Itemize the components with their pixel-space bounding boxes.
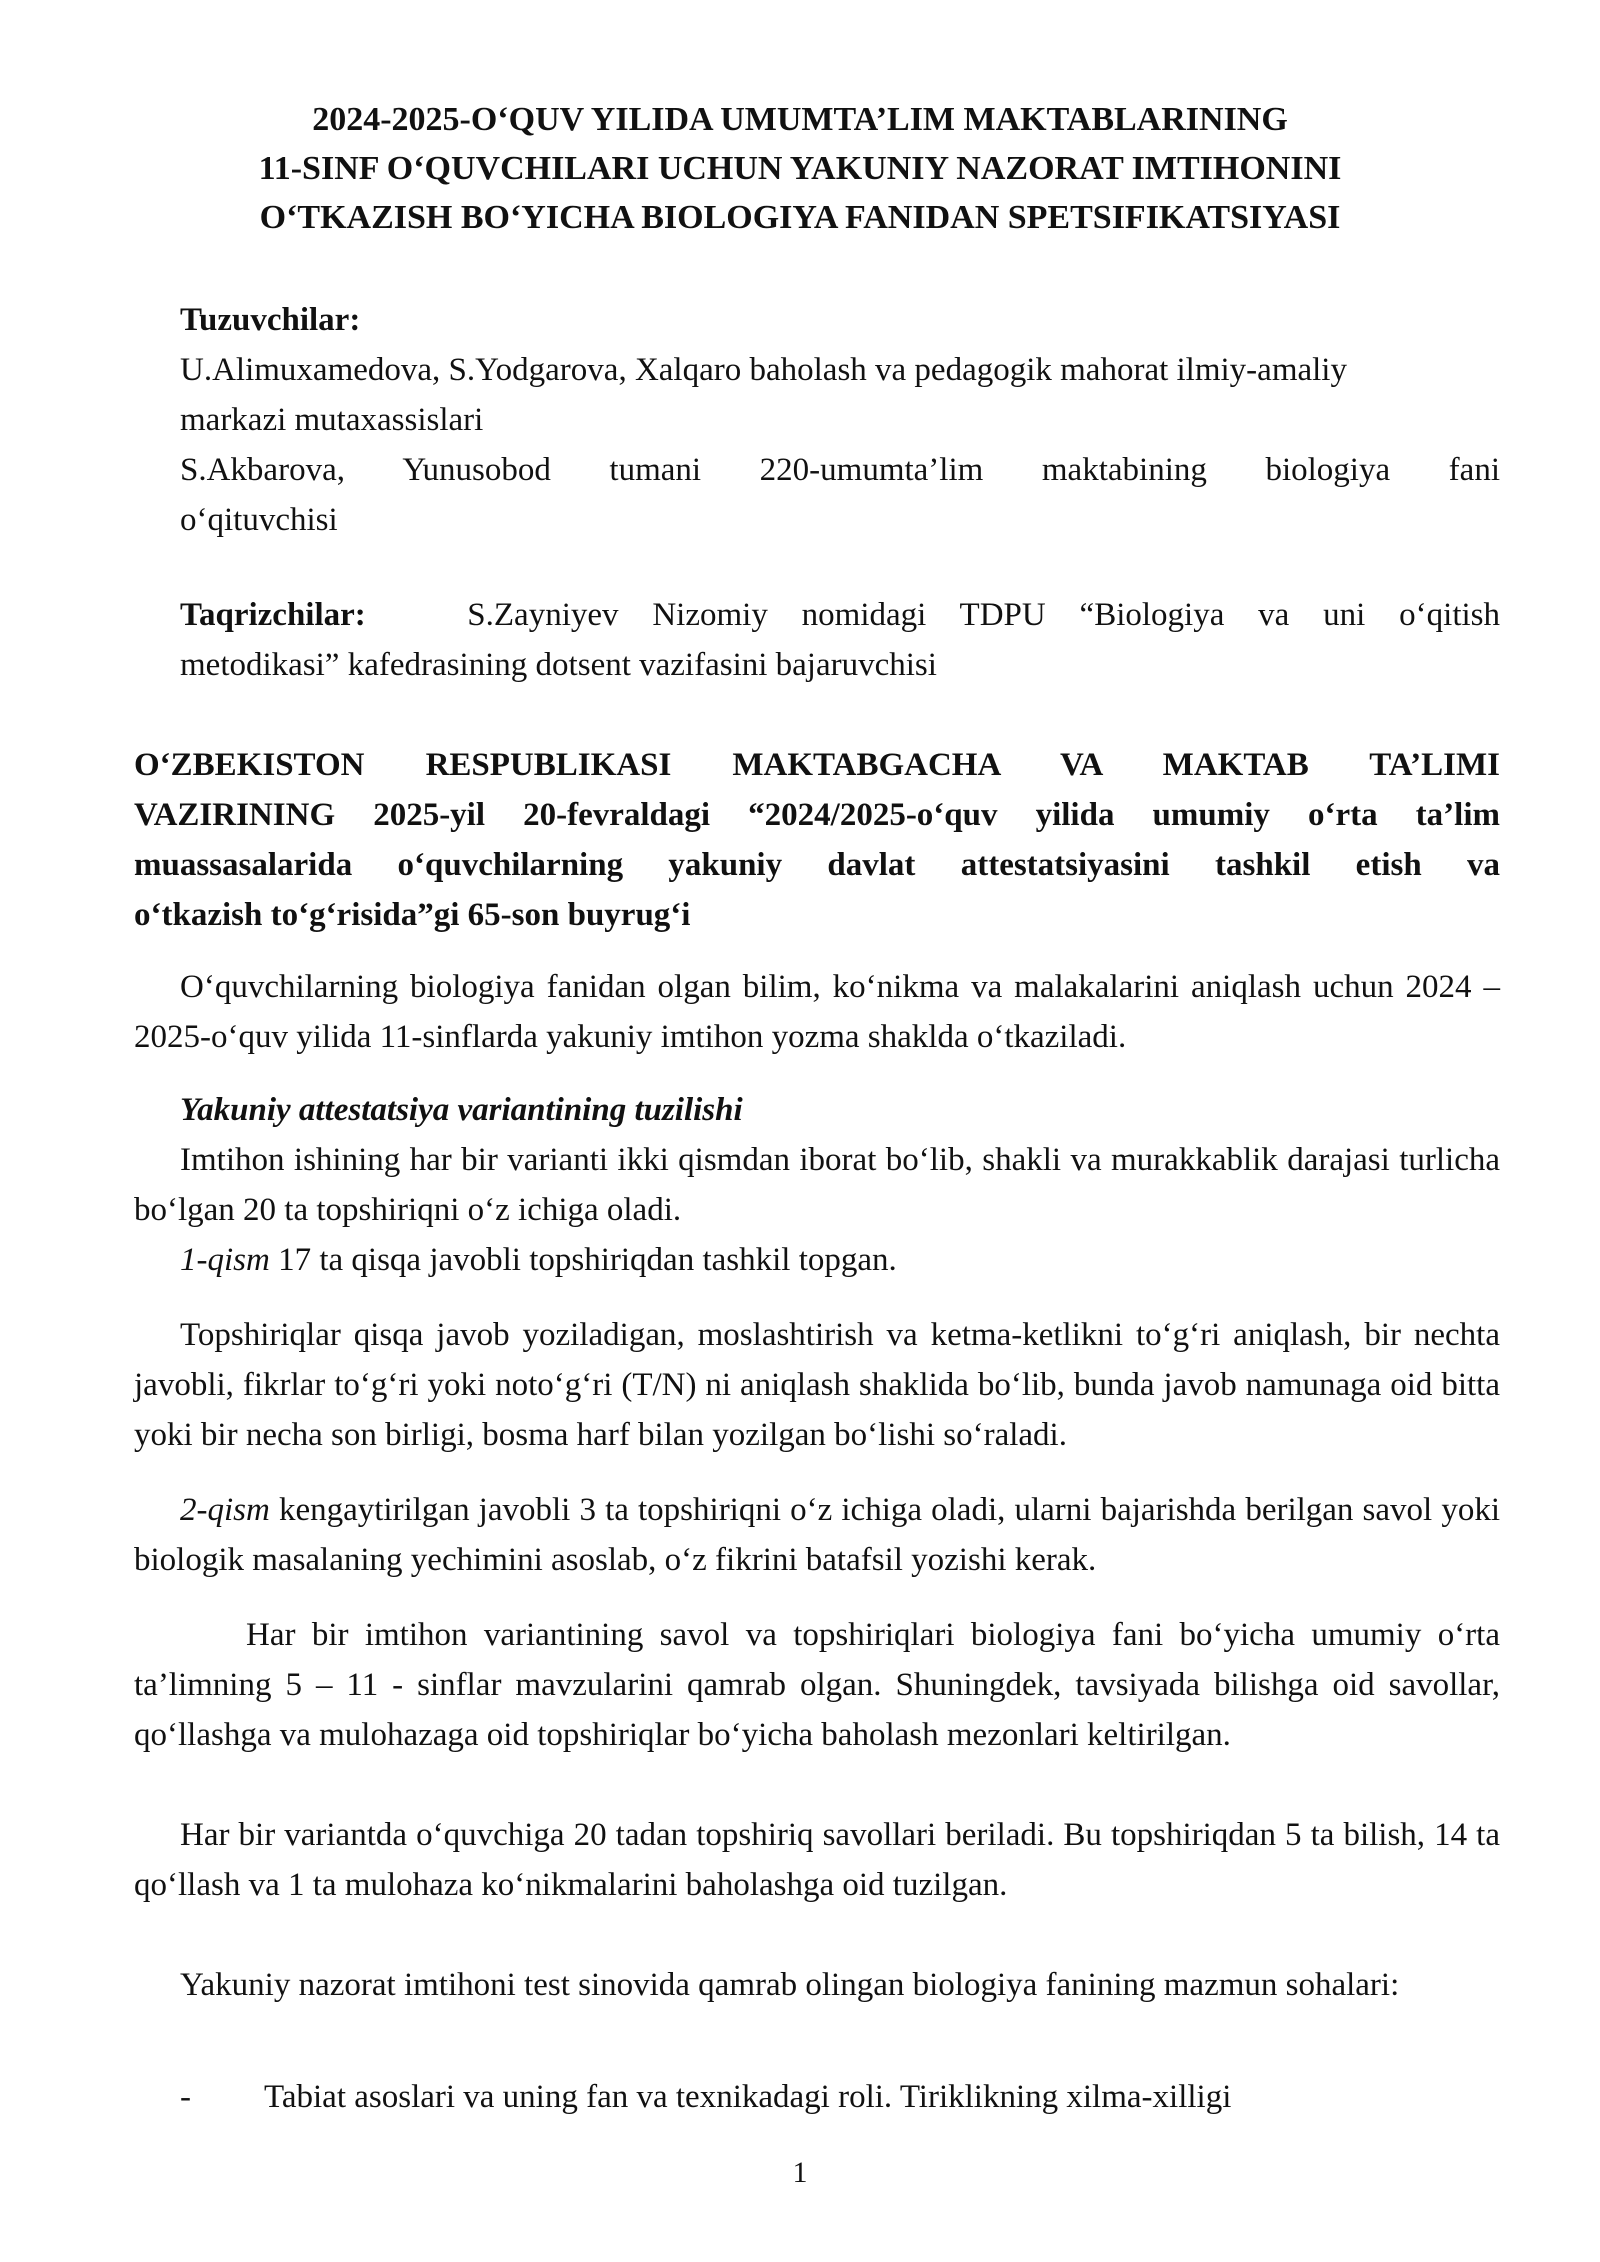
title-line-3: O‘TKAZISH BO‘YICHA BIOLOGIYA FANIDAN SPETSIFIKATSIYASI: [259, 199, 1341, 236]
part1-label: 1-qism: [180, 1242, 270, 1278]
page-number: 1: [792, 2156, 808, 2189]
areas-paragraph: Yakuniy nazorat imtihoni test sinovida qamrab olingan biologiya fanining mazmun sohalari:: [180, 1967, 1400, 2003]
tasks-paragraph: Topshiriqlar qisqa javob yoziladigan, moslashtirish va ketma-ketlikni to‘g‘ri aniqlash, bir nechta javobli, fikrlar to‘g‘ri yoki noto‘g‘ri (T/N) ni aniqlash shaklida bo‘lib, bunda javob namunaga oid bitta yoki bir necha son birligi, bosma harf bilan yozilgan bo‘lishi so‘raladi.: [134, 1317, 1500, 1453]
ministry-order: [134, 740, 1500, 940]
reviewers-line-1-wrap: [180, 590, 1500, 640]
structure-section: [134, 1085, 1500, 1285]
title-line-2: 11-SINF O‘QUVCHILARI UCHUN YAKUNIY NAZORAT IMTIHONINI: [258, 150, 1342, 187]
reviewers-line-1: S.Zayniyev Nizomiy nomidagi TDPU “Biologiya va uni o‘qitish: [467, 597, 1500, 633]
order-line-3: muassasalarida o‘quvchilarning yakuniy davlat attestatsiyasini tashkil etish va: [134, 847, 1500, 883]
reviewers-line-2: metodikasi” kafedrasining dotsent vazifasini bajaruvchisi: [180, 647, 937, 683]
authors-line-2: markazi mutaxassislari: [180, 402, 484, 438]
part2-text: kengaytirilgan javobli 3 ta topshiriqni o‘z ichiga oladi, ularni bajarishda berilgan savol yoki biologik masalaning yechimini asoslab, o‘z fikrini batafsil yozishi kerak.: [134, 1492, 1500, 1578]
document-title: [100, 95, 1500, 242]
part2-label: 2-qism: [180, 1492, 270, 1528]
variant-paragraph: Har bir variantda o‘quvchiga 20 tadan topshiriq savollari beriladi. Bu topshiriqdan 5 ta bilish, 14 ta qo‘llash va 1 ta mulohaza ko‘nikmalarini baholashga oid tuzilgan.: [134, 1817, 1500, 1903]
coverage-paragraph: Har bir imtihon variantining savol va topshiriqlari biologiya fani bo‘yicha umumiy o‘rta ta’limning 5 – 11 - sinflar mavzularini qamrab olgan. Shuningdek, tavsiyada bilishga oid savollar, qo‘llashga va mulohazaga oid topshiriqlar bo‘yicha baholash mezonlari keltirilgan.: [134, 1617, 1500, 1753]
list-item-text: Tabiat asoslari va uning fan va texnikadagi roli. Tiriklikning xilma-xilligi: [264, 2079, 1232, 2115]
order-line-4: o‘tkazish to‘g‘risida”gi 65-son buyrug‘i: [134, 897, 691, 933]
part2-paragraph: [134, 1485, 1500, 1585]
title-line-1: 2024-2025-O‘QUV YILIDA UMUMTA’LIM MAKTABLARINING: [312, 101, 1288, 138]
list-dash: -: [180, 2079, 191, 2115]
reviewers-label: Taqrizchilar:: [180, 597, 366, 633]
order-line-1: O‘ZBEKISTON RESPUBLIKASI MAKTABGACHA VA MAKTAB TA’LIMI: [134, 747, 1500, 783]
authors-line-1: U.Alimuxamedova, S.Yodgarova, Xalqaro baholash va pedagogik mahorat ilmiy-amaliy: [180, 352, 1347, 388]
part1-text: 17 ta qisqa javobli topshiriqdan tashkil topgan.: [269, 1242, 897, 1278]
authors-section: [180, 295, 1500, 545]
reviewers-section: [180, 590, 1500, 690]
structure-heading: Yakuniy attestatsiya variantining tuzilishi: [180, 1092, 743, 1128]
order-line-2: VAZIRINING 2025-yil 20-fevraldagi “2024/2025-o‘quv yilida umumiy o‘rta ta’lim: [134, 797, 1500, 833]
part1-line: [134, 1235, 1500, 1285]
structure-text: Imtihon ishining har bir varianti ikki qismdan iborat bo‘lib, shakli va murakkablik darajasi turlicha bo‘lgan 20 ta topshiriqni o‘z ichiga oladi.: [134, 1142, 1500, 1228]
list-item: [180, 2072, 1500, 2122]
authors-label: Tuzuvchilar:: [180, 302, 361, 338]
intro-paragraph: O‘quvchilarning biologiya fanidan olgan bilim, ko‘nikma va malakalarini aniqlash uchun 2024 – 2025-o‘quv yilida 11-sinflarda yakuniy imtihon yozma shaklda o‘tkaziladi.: [134, 969, 1500, 1055]
authors-line-3: S.Akbarova, Yunusobod tumani 220-umumta’lim maktabining biologiya fani: [180, 452, 1500, 488]
authors-line-4: o‘qituvchisi: [180, 502, 338, 538]
